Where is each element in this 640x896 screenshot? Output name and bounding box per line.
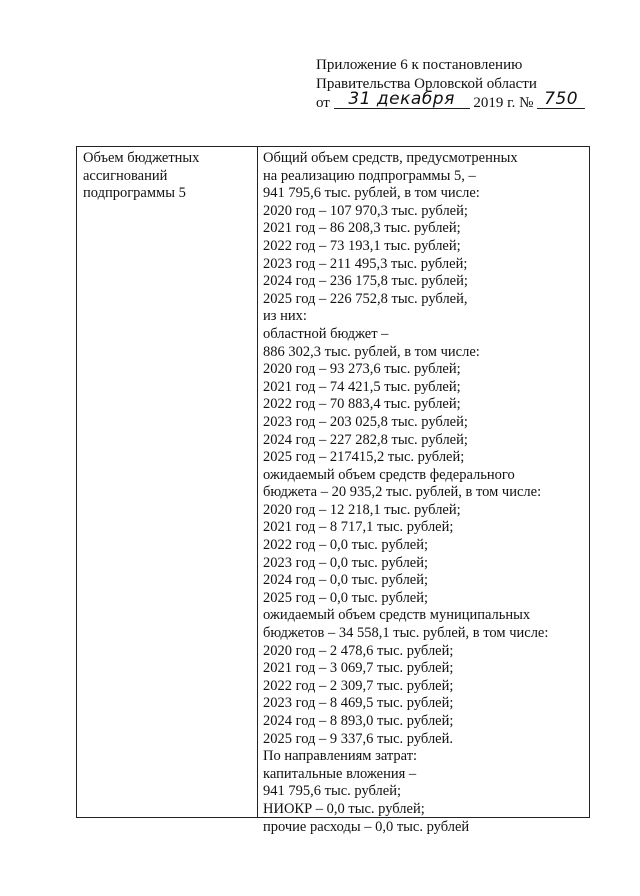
appendix-title: Приложение 6 к постановлению <box>316 57 523 73</box>
content-line: НИОКР – 0,0 тыс. рублей; <box>263 800 425 817</box>
content-line: областной бюджет – <box>263 325 389 342</box>
resolution-date-line <box>316 89 606 113</box>
label-line: ассигнований <box>83 167 168 184</box>
content-line: По направлениям затрат: <box>263 748 418 765</box>
date-year: 2019 г. № <box>473 95 534 111</box>
content-line: 2025 год – 9 337,6 тыс. рублей. <box>263 730 454 747</box>
content-line: 2022 год – 70 883,4 тыс. рублей; <box>263 396 461 413</box>
content-line: 2025 год – 226 752,8 тыс. рублей, <box>263 290 468 307</box>
content-line: 2023 год – 203 025,8 тыс. рублей; <box>263 413 468 430</box>
content-line: бюджетов – 34 558,1 тыс. рублей, в том числе: <box>263 625 549 642</box>
handwritten-date: 31 декабря <box>334 91 470 109</box>
content-line: 2023 год – 211 495,3 тыс. рублей; <box>263 255 468 272</box>
content-line: 2020 год – 2 478,6 тыс. рублей; <box>263 642 454 659</box>
content-line: 2024 год – 8 893,0 тыс. рублей; <box>263 713 454 729</box>
label-line: Объем бюджетных <box>83 150 200 166</box>
budget-table <box>76 146 590 835</box>
content-line: 2023 год – 0,0 тыс. рублей; <box>263 554 429 571</box>
content-line: 2022 год – 73 193,1 тыс. рублей; <box>263 237 461 254</box>
content-line: ожидаемый объем средств муниципальных <box>263 607 531 624</box>
content-line: 2024 год – 227 282,8 тыс. рублей; <box>263 431 468 448</box>
content-line: Общий объем средств, предусмотренных <box>263 150 518 166</box>
content-line: 2025 год – 0,0 тыс. рублей; <box>263 589 429 606</box>
content-line: 2021 год – 8 717,1 тыс. рублей; <box>263 519 454 536</box>
content-line: 2024 год – 0,0 тыс. рублей; <box>263 572 429 589</box>
content-line: 2020 год – 93 273,6 тыс. рублей; <box>263 361 461 378</box>
content-line: на реализацию подпрограммы 5, – <box>263 167 476 184</box>
content-line: 2021 год – 74 421,5 тыс. рублей; <box>263 378 461 395</box>
content-line: бюджета – 20 935,2 тыс. рублей, в том числе: <box>263 484 542 501</box>
government-name: Правительства Орловской области <box>316 76 537 92</box>
content-line: 941 795,6 тыс. рублей, в том числе: <box>263 185 480 202</box>
content-line: 2022 год – 0,0 тыс. рублей; <box>263 537 429 554</box>
content-line: из них: <box>263 308 307 325</box>
appendix-header <box>316 56 606 113</box>
handwritten-number: 750 <box>537 91 585 109</box>
content-line: прочие расходы – 0,0 тыс. рублей <box>263 818 470 835</box>
content-line: 2020 год – 107 970,3 тыс. рублей; <box>263 202 468 219</box>
content-line: ожидаемый объем средств федерального <box>263 466 515 483</box>
label-line: подпрограммы 5 <box>83 185 186 202</box>
content-line: 2020 год – 12 218,1 тыс. рублей; <box>263 501 461 518</box>
content-line: 886 302,3 тыс. рублей, в том числе: <box>263 343 480 360</box>
content-line: 941 795,6 тыс. рублей; <box>263 783 401 800</box>
row-label-cell <box>83 150 253 203</box>
content-line: 2025 год – 217415,2 тыс. рублей; <box>263 449 465 466</box>
content-line: капитальные вложения – <box>263 765 417 782</box>
column-divider <box>257 147 258 817</box>
content-line: 2022 год – 2 309,7 тыс. рублей; <box>263 677 454 694</box>
content-line: 2024 год – 236 175,8 тыс. рублей; <box>263 273 468 290</box>
date-prefix: от <box>316 95 330 111</box>
content-line: 2021 год – 86 208,3 тыс. рублей; <box>263 220 461 237</box>
content-line: 2021 год – 3 069,7 тыс. рублей; <box>263 660 454 677</box>
content-line: 2023 год – 8 469,5 тыс. рублей; <box>263 695 454 712</box>
row-content-cell <box>263 150 585 836</box>
